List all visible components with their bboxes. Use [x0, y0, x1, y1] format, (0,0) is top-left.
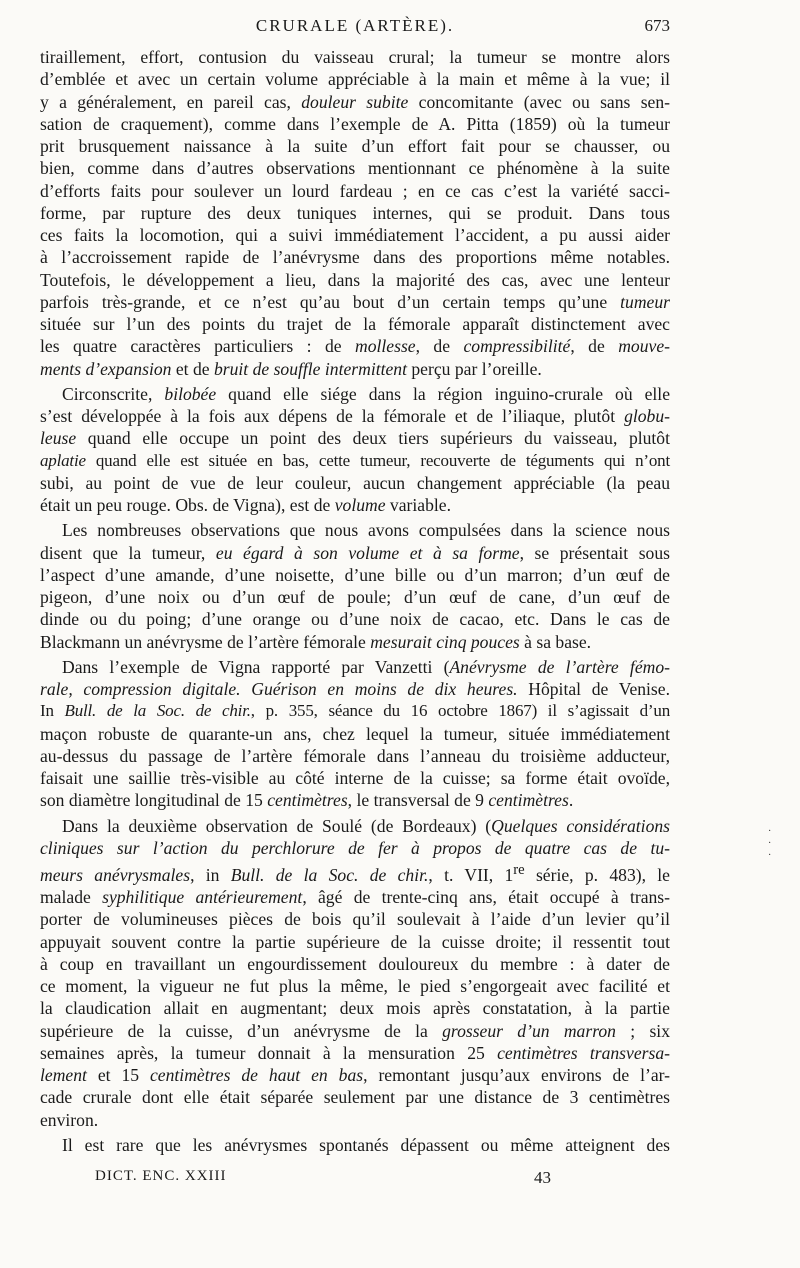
- text-line: Toutefois, le développement a lieu, dans la majorité des cas, avec une lenteur: [40, 269, 670, 290]
- text-line: son diamètre longitudinal de 15 centimètres, le transversal de 9 centimètres.: [40, 790, 574, 811]
- text-line: lement et 15 centimètres de haut en bas, remontant jusqu’aux environs de l’ar-: [40, 1065, 670, 1086]
- text-line: la claudication allait en augmentant; deux mois après constatation, à la partie: [40, 998, 670, 1019]
- text-line: disent que la tumeur, eu égard à son volume et à sa forme, se présentait sous: [40, 542, 670, 563]
- page-number: 673: [644, 16, 670, 35]
- text-line: située sur l’un des points du trajet de la fémorale apparaît distinctement avec: [40, 314, 670, 334]
- text-line: Dans l’exemple de Vigna rapporté par Vanzetti (Anévrysme de l’artère fémo-: [62, 656, 670, 677]
- text-line: était un peu rouge. Obs. de Vigna), est de volume variable.: [40, 495, 451, 515]
- running-title: CRURALE (ARTÈRE).: [255, 16, 455, 35]
- text-line: In Bull. de la Soc. de chir., p. 355, séance du 16 octobre 1867) il s’agissait d’un: [40, 701, 670, 721]
- text-line: cliniques sur l’action du perchlorure de fer à propos de quatre cas de tu-: [40, 837, 670, 858]
- text-line: aplatie quand elle est située en bas, cette tumeur, recouverte de téguments qui n’ont: [40, 450, 670, 470]
- text-line: Blackmann un anévrysme de l’artère fémorale mesurait cinq pouces à sa base.: [40, 631, 592, 652]
- text-line: ce moment, la vigueur ne fut plus la même, le pied s’engorgeait avec facilité et: [40, 976, 670, 997]
- body-text: [40, 46, 670, 1156]
- text-line: sation de craquement), comme dans l’exemple de A. Pitta (1859) où la tumeur: [40, 113, 670, 134]
- text-line: meurs anévrysmales, in Bull. de la Soc. de chir., t. VII, 1re série, p. 483), le: [40, 862, 670, 885]
- text-line: à l’accroissement rapide de l’anévrysme dans des proportions même notables.: [40, 247, 670, 268]
- text-line: Dans la deuxième observation de Soulé (de Bordeaux) (Quelques considérations: [62, 815, 671, 836]
- text-line: prit brusquement naissance à la suite d’un effort fait pour se chausser, ou: [40, 136, 670, 156]
- text-line: porter de volumineuses pièces de bois qu’il soulevait à l’aide d’un levier qu’il: [40, 909, 670, 930]
- text-line: malade syphilitique antérieurement, âgé de trente-cinq ans, était occupé à trans-: [40, 887, 671, 908]
- text-line: ces faits la locomotion, qui a suivi immédiatement l’accident, a pu aussi aider: [40, 225, 670, 245]
- text-line: rale, compression digitale. Guérison en moins de dix heures. Hôpital de Venise.: [40, 679, 670, 699]
- text-line: parfois très-grande, et ce n’est qu’au bout d’un certain temps qu’une tumeur: [40, 291, 670, 312]
- text-line: Les nombreuses observations que nous avons compulsées dans la science nous: [62, 520, 670, 541]
- text-line: appuyait souvent contre la partie supérieure de la cuisse droite; il ressentit tout: [40, 931, 670, 952]
- text-line: les quatre caractères particuliers : de mollesse, de compressibilité, de mouve-: [40, 336, 670, 357]
- text-line: subi, au point de vue de leur couleur, aucun changement appréciable (la peau: [40, 472, 670, 493]
- text-line: dinde ou du poing; d’une orange ou d’une noix de cacao, etc. Dans le cas de: [40, 609, 670, 630]
- text-line: environ.: [40, 1109, 99, 1130]
- text-line: maçon robuste de quarante-un ans, chez lequel la tumeur, située immédiatement: [40, 723, 670, 744]
- text-line: bien, comme dans d’autres observations mentionnant ce phénomène à la suite: [40, 158, 670, 179]
- text-line: Circonscrite, bilobée quand elle siége dans la région inguino-crurale où elle: [62, 383, 671, 404]
- page-header: [40, 16, 670, 42]
- text-line: supérieure de la cuisse, d’un anévrysme de la grosseur d’un marron ; six: [40, 1020, 670, 1041]
- text-line: forme, par rupture des deux tuniques internes, qui se produit. Dans tous: [40, 202, 670, 223]
- page-footer: [95, 1168, 595, 1190]
- sheet-number: 43: [534, 1168, 551, 1187]
- text-line: d’efforts faits pour soulever un lourd fardeau ; en ce cas c’est la variété sacci-: [40, 180, 670, 201]
- text-line: ments d’expansion et de bruit de souffle intermittent perçu par l’oreille.: [40, 358, 542, 379]
- text-line: leuse quand elle occupe un point des deux tiers supérieurs du vaisseau, plutôt: [40, 428, 670, 449]
- text-line: tiraillement, effort, contusion du vaisseau crural; la tumeur se montre alors: [40, 47, 670, 67]
- signature-mark: DICT. ENC. XXIII: [95, 1168, 227, 1184]
- text-line: à coup en travaillant un engourdissement douloureux du membre : à dater de: [40, 953, 670, 974]
- text-line: semaines après, la tumeur donnait à la mensuration 25 centimètres transversa-: [40, 1042, 670, 1063]
- text-line: y a généralement, en pareil cas, douleur subite concomitante (avec ou sans sen-: [40, 91, 671, 112]
- text-line: d’emblée et avec un certain volume appréciable à la main et même à la vue; il: [40, 69, 670, 90]
- text-line: s’est développée à la fois aux dépens de la fémorale et de l’iliaque, plutôt globu-: [40, 406, 670, 426]
- margin-dots: · · ·: [768, 826, 772, 861]
- text-line: l’aspect d’une amande, d’une noisette, d’une bille ou d’un marron; d’un œuf de: [40, 564, 670, 585]
- text-line: pigeon, d’une noix ou d’un œuf de poule; d’un œuf de cane, d’un œuf de: [40, 587, 670, 607]
- text-line: cade crurale dont elle était séparée seulement par une distance de 3 centimètres: [40, 1087, 670, 1108]
- text-line: au-dessus du passage de l’artère fémorale dans l’anneau du troisième adducteur,: [40, 745, 670, 766]
- text-line: Il est rare que les anévrysmes spontanés dépassent ou même atteignent des: [62, 1134, 670, 1155]
- text-line: faisait une saillie très-visible au côté interne de la cuisse; sa forme était ovoïde,: [40, 768, 670, 788]
